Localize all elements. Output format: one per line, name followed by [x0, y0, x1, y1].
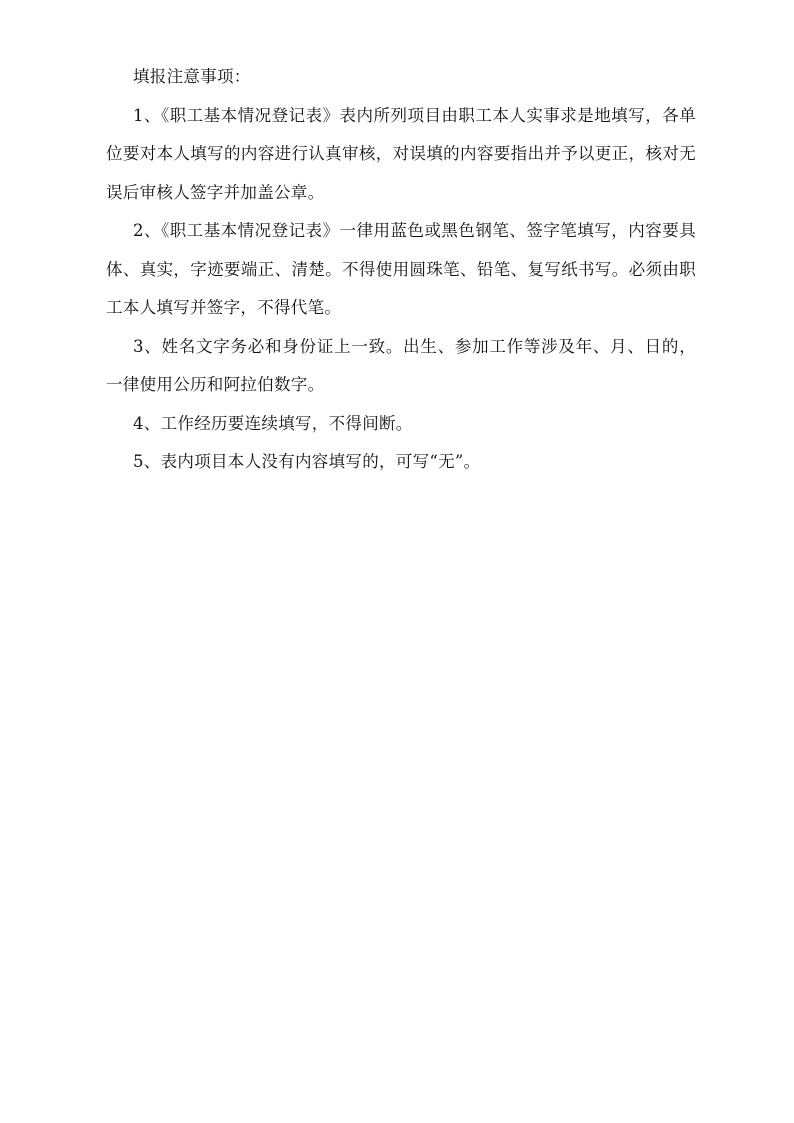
- note-item-1: 1、《职工基本情况登记表》表内所列项目由职工本人实事求是地填写，各单位要对本人填写的内容进行认真审核，对误填的内容要指出并予以更正，核对无误后审核人签字并加盖公章。: [106, 105, 696, 202]
- note-item-3: 3、姓名文字务必和身份证上一致。出生、参加工作等涉及年、月、日的，一律使用公历和阿拉伯数字。: [106, 336, 696, 394]
- note-item-5: 5、表内项目本人没有内容填写的，可写“无”。: [133, 452, 481, 471]
- note-item-2: 2、《职工基本情况登记表》一律用蓝色或黑色钢笔、签字笔填写，内容要具体、真实，字迹要端正、清楚。不得使用圆珠笔、铅笔、复写纸书写。必须由职工本人填写并签字，不得代笔。: [106, 221, 696, 317]
- document-body: [106, 58, 696, 482]
- note-item-4: 4、工作经历要连续填写，不得间断。: [133, 413, 413, 433]
- notes-heading: 填报注意事项：: [133, 67, 251, 86]
